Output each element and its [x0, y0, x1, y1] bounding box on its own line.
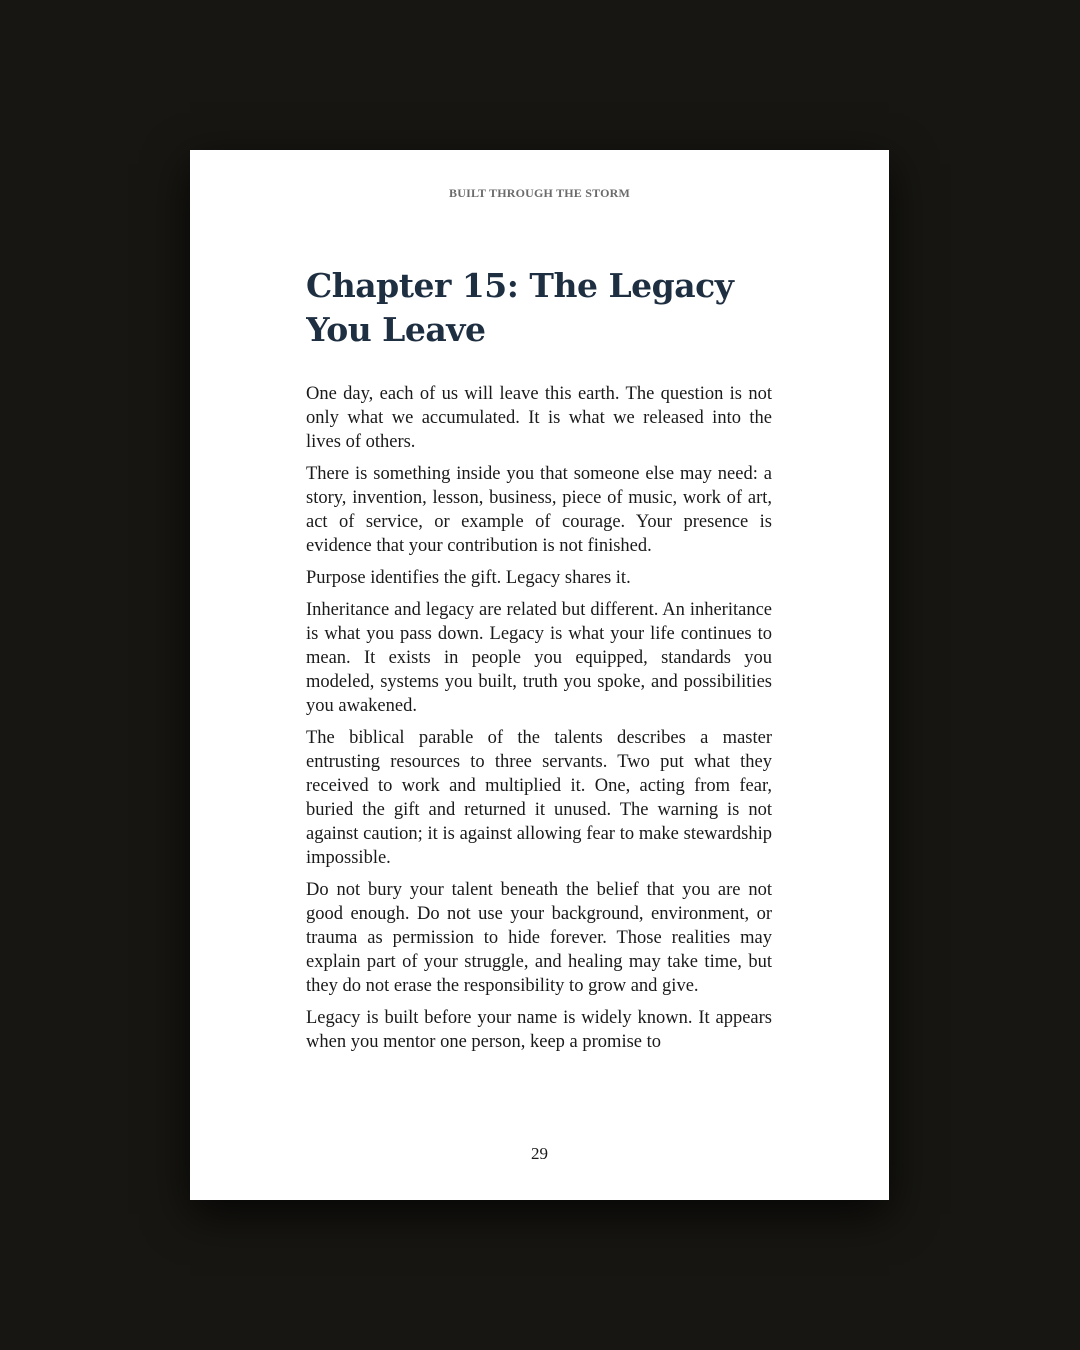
running-head: BUILT THROUGH THE STORM	[449, 186, 630, 200]
paragraph: Do not bury your talent beneath the belief that you are not good enough. Do not use your background, environment, or trauma as permission to hide forever. Those realities may explain part of your struggle, and healing may take time, but they do not erase the responsibility to grow and give.	[306, 880, 772, 996]
book-page	[190, 150, 889, 1200]
paragraph: Purpose identifies the gift. Legacy shares it.	[306, 568, 631, 588]
page-number: 29	[531, 1144, 548, 1163]
paragraph: The biblical parable of the talents describes a master entrusting resources to three servants. Two put what they received to work and multiplied it. One, acting from fear, buried the gift and returned it unused. The warning is not against caution; it is against allowing fear to make stewardship impossible.	[306, 728, 772, 868]
chapter-title: Chapter 15: The Legacy You Leave	[306, 266, 734, 349]
page-body	[306, 264, 772, 1076]
paragraph: One day, each of us will leave this earth. The question is not only what we accumulated. It is what we released into the lives of others.	[306, 384, 772, 452]
paragraph: Legacy is built before your name is widely known. It appears when you mentor one person, keep a promise to	[306, 1008, 772, 1052]
paragraph: Inheritance and legacy are related but different. An inheritance is what you pass down. Legacy is what your life continues to mean. It exists in people you equipped, standards you modeled, systems you built, truth you spoke, and possibilities you awakened.	[306, 600, 772, 716]
paragraph: There is something inside you that someone else may need: a story, invention, lesson, business, piece of music, work of art, act of service, or example of courage. Your presence is evidence that your contribution is not finished.	[306, 464, 772, 556]
